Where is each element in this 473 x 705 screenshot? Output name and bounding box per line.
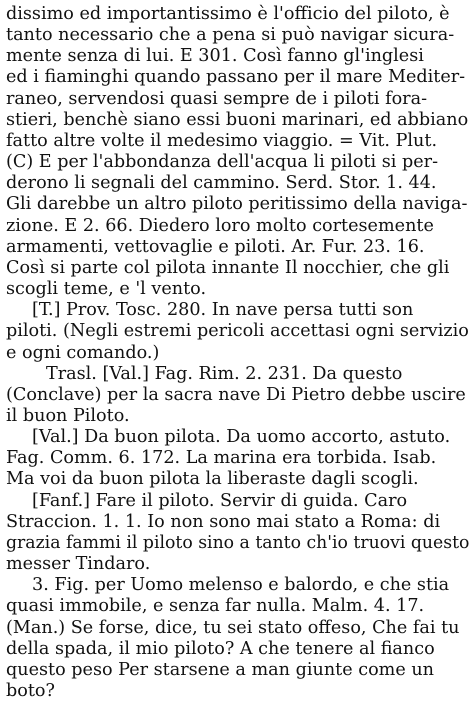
text-line-2: tanto necessario che a pena si può navigar sicura- [6,25,455,46]
text-line-6: stieri, benchè siano essi buoni marinari, ed abbiano [6,109,469,130]
text-line-32: questo peso Per starsene a man giunte come un [6,659,435,680]
text-line-15: [T.] Prov. Tosc. 280. In nave persa tutti son [32,300,414,321]
text-line-12: armamenti, vettovaglie e piloti. Ar. Fur. 23. 16. [6,236,425,257]
text-line-21: [Val.] Da buon pilota. Da uomo accorto, astuto. [32,427,451,448]
text-line-1: dissimo ed importantissimo è l'officio del piloto, è [6,4,450,24]
text-line-20: il buon Piloto. [6,405,130,426]
text-line-24: [Fanf.] Fare il piloto. Servir di guida. Caro [32,490,408,511]
text-line-13: Così si parte col pilota innante Il nocchier, che gli [6,257,450,278]
text-line-22: Fag. Comm. 6. 172. La marina era torbida. Isab. [6,448,437,469]
text-line-19: (Conclave) per la sacra nave Di Pietro debbe uscire [6,384,466,405]
text-line-23: Ma voi da buon pilota la liberaste dagli scogli. [6,469,419,490]
text-line-7: fatto altre volte il medesimo viaggio. = Vit. Plut. [6,130,438,151]
text-line-4: ed i fiaminghi quando passano per il mare Mediter- [6,67,466,88]
text-line-27: messer Tindaro. [6,554,151,575]
dictionary-page [6,4,469,702]
text-line-18: Trasl. [Val.] Fag. Rim. 2. 231. Da questo [46,363,403,384]
text-line-5: raneo, servendosi quasi sempre de i piloti fora- [6,88,428,109]
text-line-9: derono li segnali del cammino. Serd. Stor. 1. 44. [6,173,437,194]
text-line-17: e ogni comando.) [6,342,160,363]
text-line-29: quasi immobile, e senza far nulla. Malm. 4. 17. [6,596,425,617]
text-line-10: Gli darebbe un altro piloto peritissimo della naviga- [6,194,468,215]
text-line-11: zione. E 2. 66. Diedero loro molto cortesemente [6,215,434,236]
text-line-16: piloti. (Negli estremi pericoli accettasi ogni servizio [6,321,469,342]
text-line-8: (C) E per l'abbondanza dell'acqua li piloti si per- [6,152,439,173]
text-line-25: Straccion. 1. 1. Io non sono mai stato a Roma: di [6,511,441,532]
text-line-3: mente senza di lui. E 301. Così fanno gl'inglesi [6,46,424,67]
text-line-31: della spada, il mio piloto? A che tenere al fianco [6,638,435,659]
text-line-26: grazia fammi il piloto sino a tanto ch'io truovi questo [6,532,470,553]
text-line-28: 3. Fig. per Uomo melenso e balordo, e che stia [32,575,450,596]
text-line-14: scogli teme, e 'l vento. [6,279,207,300]
text-line-33: boto? [6,681,55,701]
text-line-30: (Man.) Se forse, dice, tu sei stato offeso, Che fai tu [6,617,460,638]
